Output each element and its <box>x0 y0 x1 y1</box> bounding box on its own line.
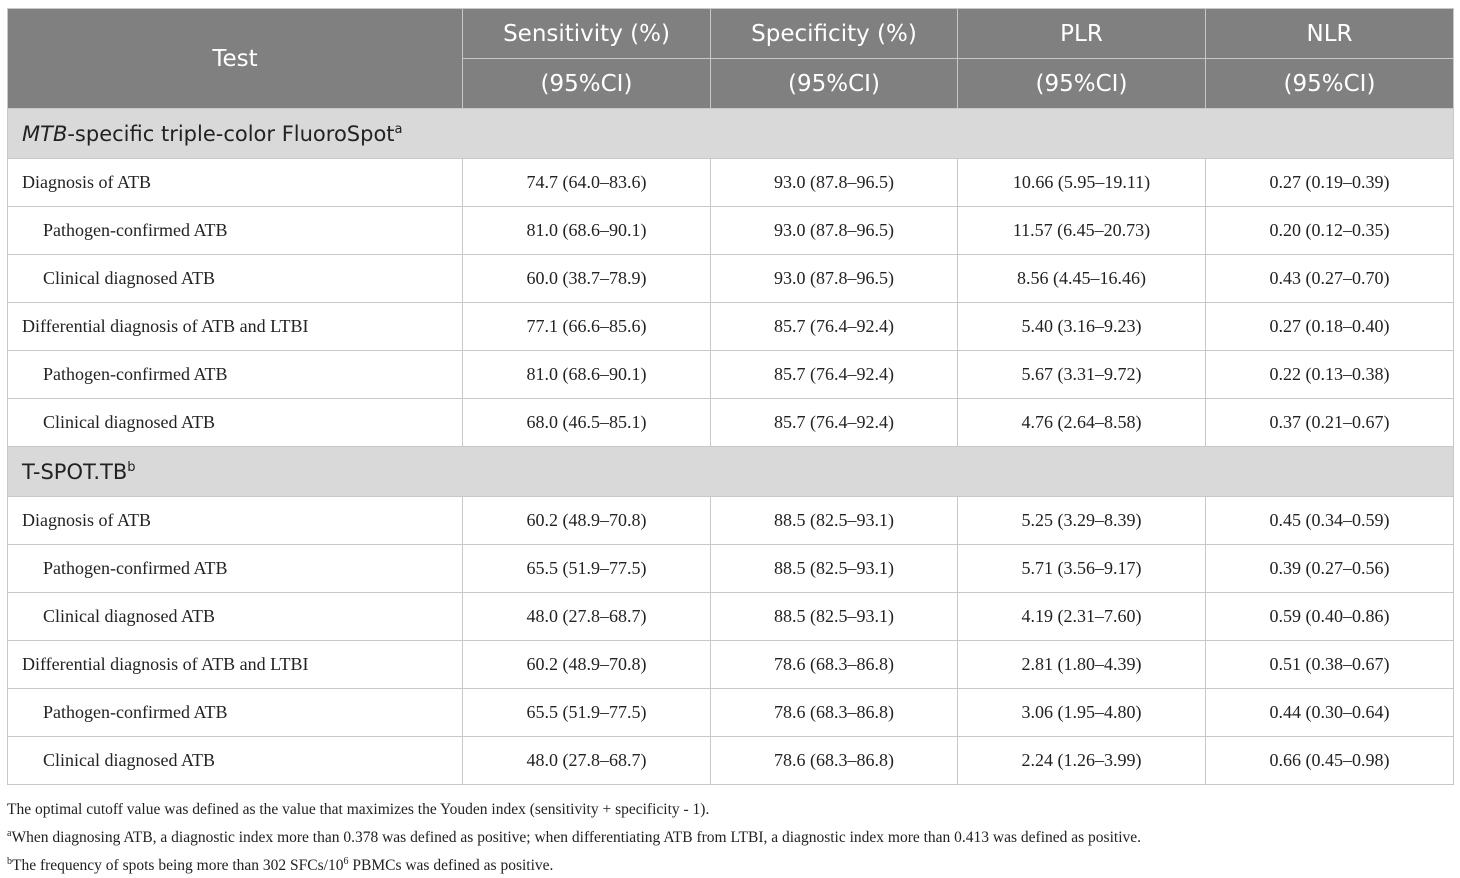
cell-sensitivity: 48.0 (27.8–68.7) <box>463 593 711 641</box>
cell-sensitivity: 60.0 (38.7–78.9) <box>463 255 711 303</box>
row-label: Differential diagnosis of ATB and LTBI <box>8 303 463 351</box>
cell-sensitivity: 74.7 (64.0–83.6) <box>463 159 711 207</box>
cell-plr: 10.66 (5.95–19.11) <box>958 159 1206 207</box>
row-label: Clinical diagnosed ATB <box>8 593 463 641</box>
cell-nlr: 0.66 (0.45–0.98) <box>1206 737 1454 785</box>
footnote-general: The optimal cutoff value was defined as the value that maximizes the Youden index (sensitivity + specificity - 1). <box>7 801 710 818</box>
section-title <box>8 109 1454 159</box>
table-row <box>8 641 1454 689</box>
results-table <box>7 8 1454 785</box>
cell-plr: 3.06 (1.95–4.80) <box>958 689 1206 737</box>
row-label: Clinical diagnosed ATB <box>8 737 463 785</box>
row-label: Pathogen-confirmed ATB <box>8 545 463 593</box>
cell-nlr: 0.51 (0.38–0.67) <box>1206 641 1454 689</box>
table-row <box>8 497 1454 545</box>
footnote-b-text-pre: The frequency of spots being more than 302 SFCs/10 <box>12 857 344 875</box>
cell-sensitivity: 81.0 (68.6–90.1) <box>463 351 711 399</box>
header-test: Test <box>8 9 463 109</box>
footnote-a-mark: a <box>7 828 12 839</box>
cell-specificity: 93.0 (87.8–96.5) <box>711 255 958 303</box>
cell-specificity: 78.6 (68.3–86.8) <box>711 737 958 785</box>
cell-sensitivity: 68.0 (46.5–85.1) <box>463 399 711 447</box>
cell-plr: 4.19 (2.31–7.60) <box>958 593 1206 641</box>
cell-plr: 5.25 (3.29–8.39) <box>958 497 1206 545</box>
cell-nlr: 0.45 (0.34–0.59) <box>1206 497 1454 545</box>
cell-plr: 2.81 (1.80–4.39) <box>958 641 1206 689</box>
section-title-italic: MTB <box>22 121 68 146</box>
cell-plr: 4.76 (2.64–8.58) <box>958 399 1206 447</box>
cell-nlr: 0.59 (0.40–0.86) <box>1206 593 1454 641</box>
cell-sensitivity: 60.2 (48.9–70.8) <box>463 497 711 545</box>
cell-nlr: 0.37 (0.21–0.67) <box>1206 399 1454 447</box>
header-sensitivity: Sensitivity (%) <box>463 9 711 59</box>
cell-specificity: 93.0 (87.8–96.5) <box>711 159 958 207</box>
cell-sensitivity: 81.0 (68.6–90.1) <box>463 207 711 255</box>
cell-nlr: 0.44 (0.30–0.64) <box>1206 689 1454 737</box>
footnote-b <box>7 850 1453 878</box>
section-title <box>8 447 1454 497</box>
cell-specificity: 85.7 (76.4–92.4) <box>711 303 958 351</box>
cell-nlr: 0.22 (0.13–0.38) <box>1206 351 1454 399</box>
cell-sensitivity: 48.0 (27.8–68.7) <box>463 737 711 785</box>
cell-sensitivity: 77.1 (66.6–85.6) <box>463 303 711 351</box>
cell-plr: 5.71 (3.56–9.17) <box>958 545 1206 593</box>
footnote-a <box>7 822 1453 850</box>
row-label: Pathogen-confirmed ATB <box>8 689 463 737</box>
cell-specificity: 88.5 (82.5–93.1) <box>711 593 958 641</box>
cell-plr: 5.67 (3.31–9.72) <box>958 351 1206 399</box>
cell-sensitivity: 65.5 (51.9–77.5) <box>463 689 711 737</box>
cell-sensitivity: 65.5 (51.9–77.5) <box>463 545 711 593</box>
cell-nlr: 0.43 (0.27–0.70) <box>1206 255 1454 303</box>
table-row <box>8 593 1454 641</box>
table-row <box>8 399 1454 447</box>
cell-plr: 5.40 (3.16–9.23) <box>958 303 1206 351</box>
footnotes <box>7 798 1453 878</box>
table-header <box>8 9 1454 109</box>
row-label: Diagnosis of ATB <box>8 159 463 207</box>
cell-nlr: 0.20 (0.12–0.35) <box>1206 207 1454 255</box>
cell-specificity: 93.0 (87.8–96.5) <box>711 207 958 255</box>
cell-sensitivity: 60.2 (48.9–70.8) <box>463 641 711 689</box>
header-sensitivity-ci: (95%CI) <box>463 59 711 109</box>
section-header-row <box>8 447 1454 497</box>
cell-specificity: 78.6 (68.3–86.8) <box>711 689 958 737</box>
cell-plr: 11.57 (6.45–20.73) <box>958 207 1206 255</box>
table-row <box>8 303 1454 351</box>
header-specificity-ci: (95%CI) <box>711 59 958 109</box>
footnote-b-exponent: 6 <box>343 856 349 868</box>
section-title-text: -specific triple-color FluoroSpot <box>67 121 395 146</box>
row-label: Differential diagnosis of ATB and LTBI <box>8 641 463 689</box>
row-label: Clinical diagnosed ATB <box>8 255 463 303</box>
header-specificity: Specificity (%) <box>711 9 958 59</box>
header-nlr-ci: (95%CI) <box>1206 59 1454 109</box>
table-row <box>8 689 1454 737</box>
header-plr-ci: (95%CI) <box>958 59 1206 109</box>
cell-nlr: 0.27 (0.18–0.40) <box>1206 303 1454 351</box>
cell-plr: 2.24 (1.26–3.99) <box>958 737 1206 785</box>
header-nlr: NLR <box>1206 9 1454 59</box>
row-label: Diagnosis of ATB <box>8 497 463 545</box>
section-title-footnote-mark: a <box>394 121 403 137</box>
footnote-b-mark: b <box>7 856 12 868</box>
cell-specificity: 88.5 (82.5–93.1) <box>711 497 958 545</box>
section-title-text: T-SPOT.TB <box>22 459 128 484</box>
section-title-footnote-mark: b <box>127 459 136 475</box>
table-row <box>8 737 1454 785</box>
cell-specificity: 88.5 (82.5–93.1) <box>711 545 958 593</box>
cell-specificity: 85.7 (76.4–92.4) <box>711 351 958 399</box>
header-plr: PLR <box>958 9 1206 59</box>
cell-specificity: 85.7 (76.4–92.4) <box>711 399 958 447</box>
table-row <box>8 207 1454 255</box>
footnote-a-text: When diagnosing ATB, a diagnostic index more than 0.378 was defined as positive; when differentiating ATB from LTBI, a diagnostic index more than 0.413 was defined as positive. <box>11 829 1142 847</box>
row-label: Clinical diagnosed ATB <box>8 399 463 447</box>
cell-plr: 8.56 (4.45–16.46) <box>958 255 1206 303</box>
row-label: Pathogen-confirmed ATB <box>8 207 463 255</box>
table-row <box>8 545 1454 593</box>
table-row <box>8 351 1454 399</box>
footnote-b-text-post: PBMCs was defined as positive. <box>348 857 554 875</box>
section-header-row <box>8 109 1454 159</box>
cell-nlr: 0.39 (0.27–0.56) <box>1206 545 1454 593</box>
cell-nlr: 0.27 (0.19–0.39) <box>1206 159 1454 207</box>
row-label: Pathogen-confirmed ATB <box>8 351 463 399</box>
table-row <box>8 255 1454 303</box>
cell-specificity: 78.6 (68.3–86.8) <box>711 641 958 689</box>
table-row <box>8 159 1454 207</box>
table-body <box>8 109 1454 785</box>
